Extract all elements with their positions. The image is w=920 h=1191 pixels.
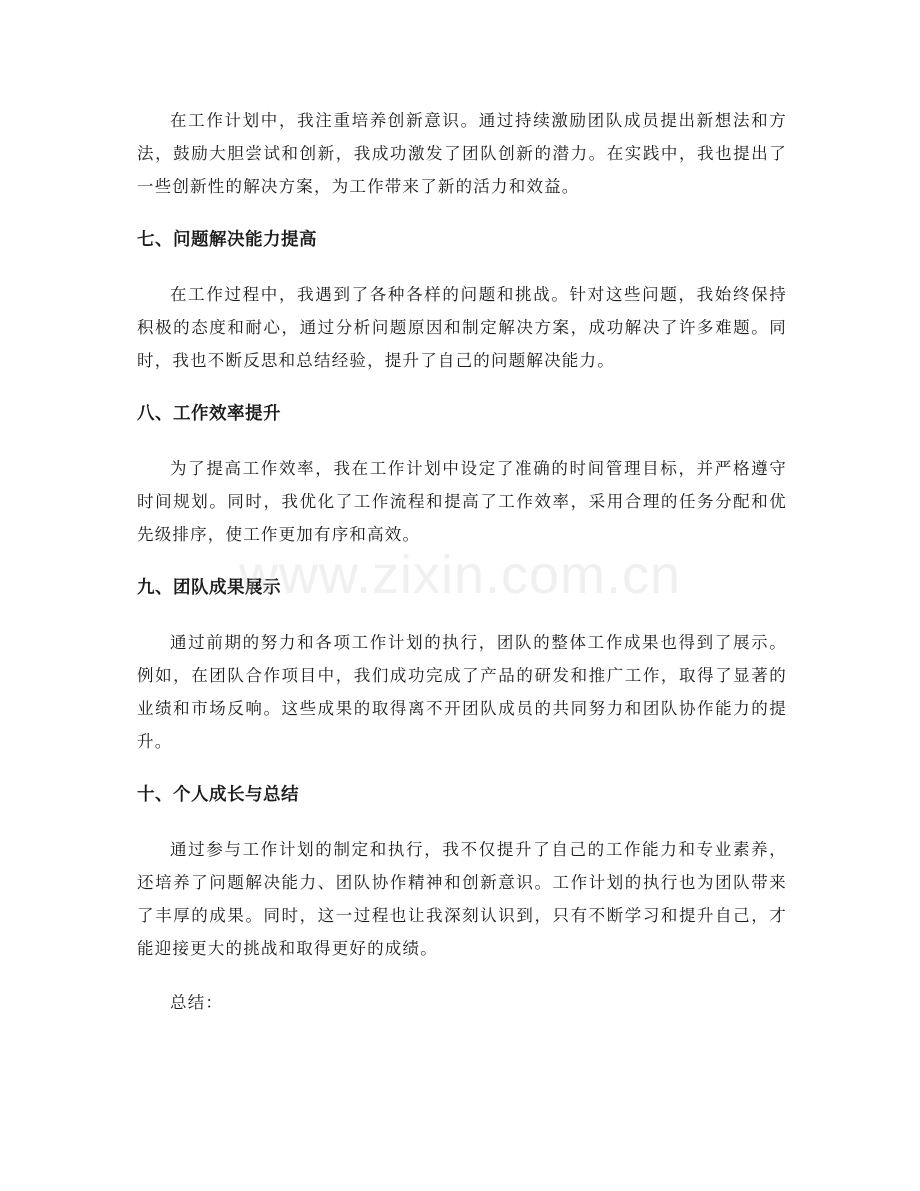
document-body: [137, 104, 787, 1019]
section-7: [137, 224, 787, 377]
section-8: [137, 398, 787, 551]
section-heading: 十、个人成长与总结: [137, 785, 299, 805]
watermark-text: www.zixin.com.cn: [238, 545, 682, 605]
section-heading: 七、问题解决能力提高: [137, 230, 317, 250]
section-paragraph: 在工作过程中，我遇到了各种各样的问题和挑战。针对这些问题，我始终保持积极的态度和耐心，通过分析问题原因和制定解决方案，成功解决了许多难题。同时，我也不断反思和总结经验，提升了自己的问题解决能力。: [137, 285, 787, 370]
section-heading: 八、工作效率提升: [137, 404, 281, 424]
section-paragraph: 通过参与工作计划的制定和执行，我不仅提升了自己的工作能力和专业素养，还培养了问题解决能力、团队协作精神和创新意识。工作计划的执行也为团队带来了丰厚的成果。同时，这一过程也让我深刻认识到，只有不断学习和提升自己，才能迎接更大的挑战和取得更好的成绩。: [137, 840, 787, 958]
intro-paragraph: 在工作计划中，我注重培养创新意识。通过持续激励团队成员提出新想法和方法，鼓励大胆尝试和创新，我成功激发了团队创新的潜力。在实践中，我也提出了一些创新性的解决方案，为工作带来了新的活力和效益。: [137, 111, 787, 196]
section-10: [137, 779, 787, 965]
section-9: [137, 572, 787, 758]
section-paragraph: 通过前期的努力和各项工作计划的执行，团队的整体工作成果也得到了展示。例如，在团队合作项目中，我们成功完成了产品的研发和推广工作，取得了显著的业绩和市场反响。这些成果的取得离不开团队成员的共同努力和团队协作能力的提升。: [137, 633, 787, 751]
closing-label: 总结：: [170, 993, 224, 1012]
section-heading: 九、团队成果展示: [137, 578, 281, 598]
section-paragraph: 为了提高工作效率，我在工作计划中设定了准确的时间管理目标，并严格遵守时间规划。同时，我优化了工作流程和提高了工作效率，采用合理的任务分配和优先级排序，使工作更加有序和高效。: [137, 459, 787, 544]
